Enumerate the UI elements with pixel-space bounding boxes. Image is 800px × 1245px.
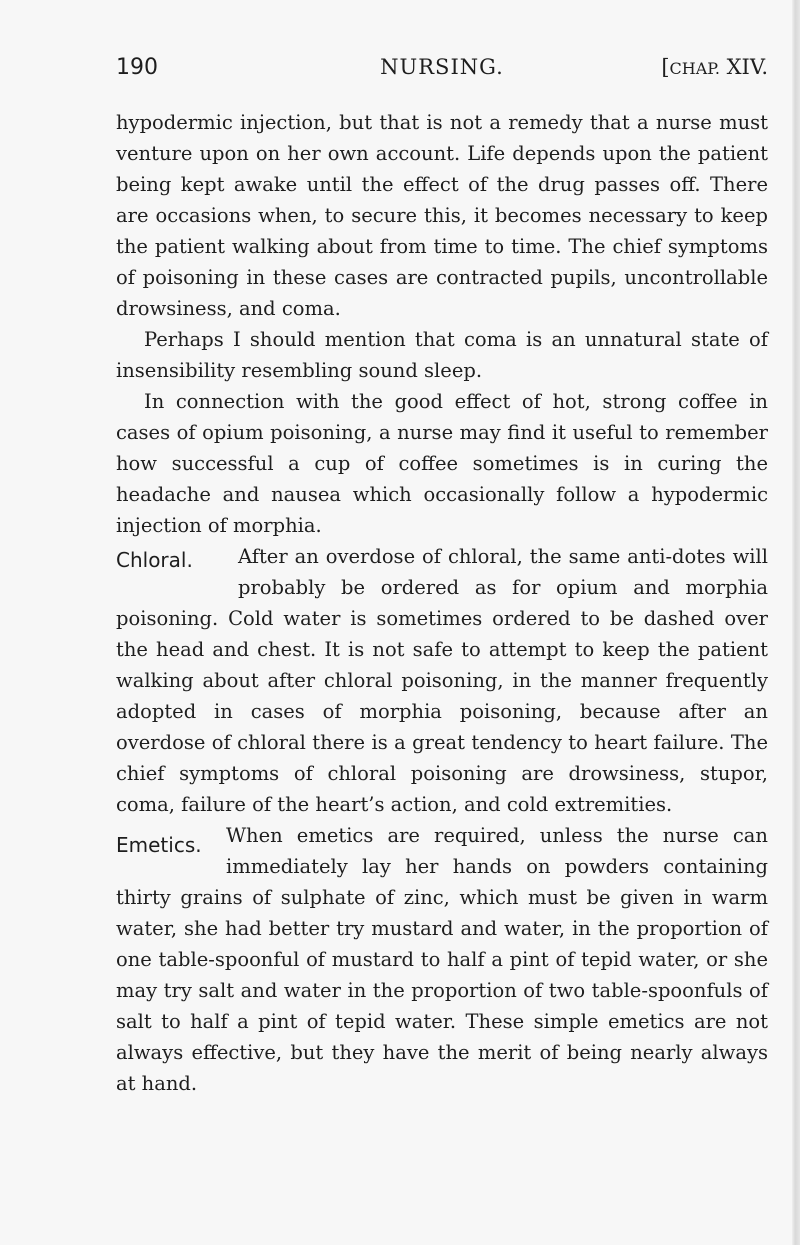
section-chloral: [116, 541, 768, 820]
paragraph-coffee: In connection with the good effect of hot, strong coffee in cases of opium poisoning, a nurse may find it useful to remember how successful a cup of coffee sometimes is in curing the headache and nausea which occasionally follow a hypodermic injection of morphia.: [116, 390, 768, 537]
paragraph-chloral: After an overdose of chloral, the same anti-dotes will probably be ordered as for opium and morphia poisoning. Cold water is sometimes ordered to be dashed over the head and chest. It is not safe to attempt to keep the patient walking about after chloral poisoning, in the manner frequently adopted in cases of morphia poisoning, because after an overdose of chloral there is a great tendency to heart failure. The chief symptoms of chloral poisoning are drowsiness, stupor, coma, failure of the heart’s action, and cold extremities.: [116, 545, 768, 816]
page-edge-shadow: [792, 0, 800, 1245]
section-emetics: [116, 820, 768, 1099]
paragraph-opium-continued: hypodermic injection, but that is not a remedy that a nurse must venture upon on her own account. Life depends upon the patient being kept awake until the effect of the drug passes off. There are occasions when, to secure this, it becomes necessary to keep the patient walking about from time to time. The chief symptoms of poisoning in these cases are contracted pupils, uncontrollable drowsiness, and coma.: [116, 111, 768, 320]
running-head: [116, 55, 768, 87]
body-text: [116, 107, 768, 1099]
sidenote-emetics: Emetics.: [116, 833, 202, 857]
chapter-word: CHAP.: [669, 59, 720, 78]
page-number: 190: [116, 55, 158, 80]
chapter-bracket: [: [661, 55, 670, 79]
paragraph-emetics: When emetics are required, unless the nurse can immediately lay her hands on powders containing thirty grains of sulphate of zinc, which must be given in warm water, she had better try mustard and water, in the proportion of one table-spoonful of mustard to half a pint of tepid water, or she may try salt and water in the proportion of two table-spoonfuls of salt to half a pint of tepid water. These simple emetics are not always effective, but they have the merit of being nearly always at hand.: [116, 824, 768, 1095]
running-title: NURSING.: [380, 55, 504, 79]
paragraph-coma-definition: Perhaps I should mention that coma is an unnatural state of insensibility resembling sound sleep.: [116, 328, 768, 382]
sidenote-chloral: Chloral.: [116, 548, 193, 572]
chapter-reference: [661, 55, 768, 79]
chapter-number: XIV.: [719, 55, 768, 79]
